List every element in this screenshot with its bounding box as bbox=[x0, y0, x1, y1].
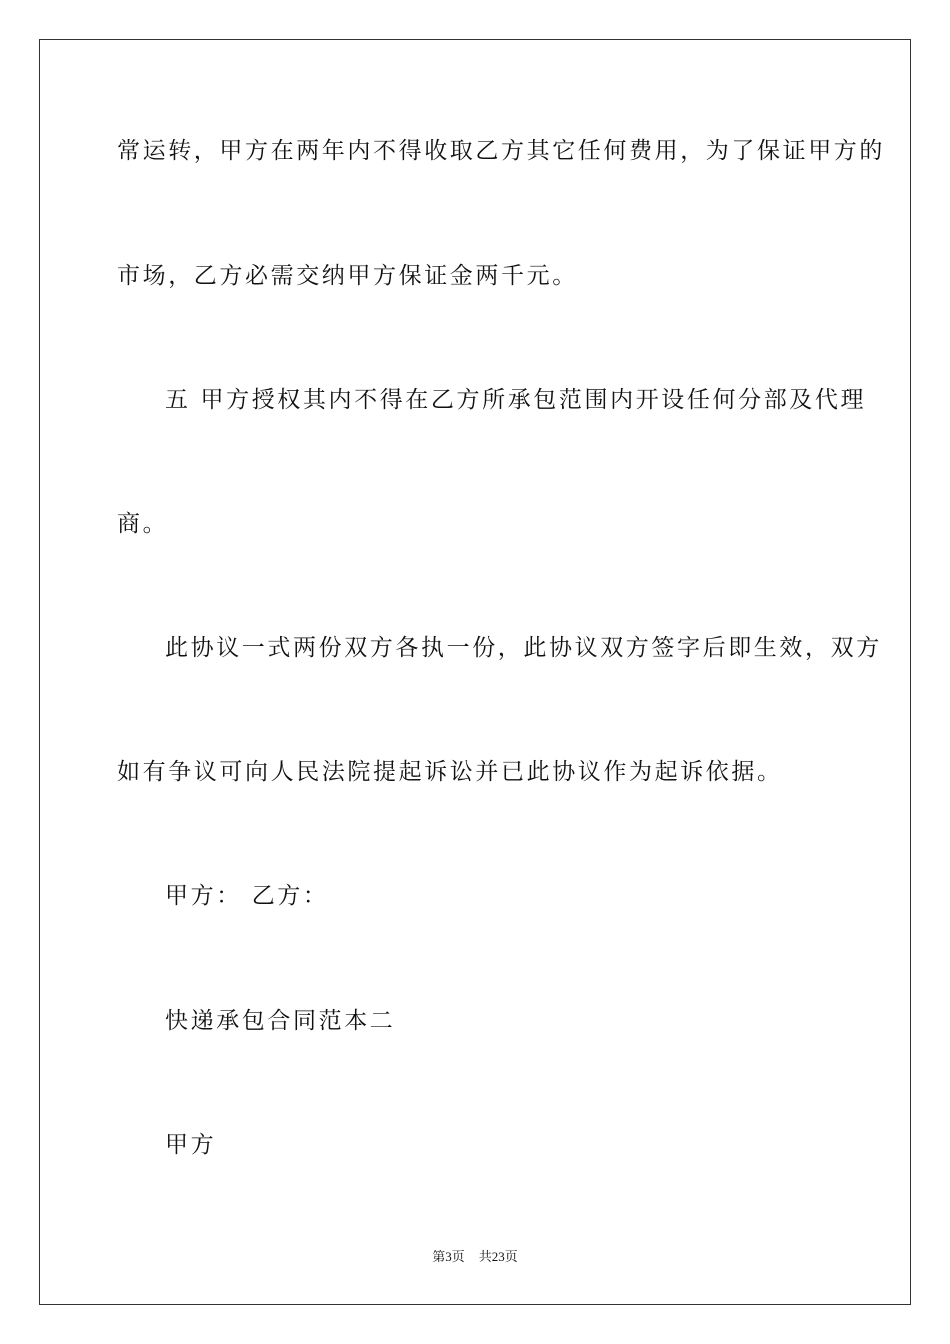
page-frame bbox=[39, 39, 911, 1305]
body-line-5: 此协议一式两份双方各执一份，此协议双方签字后即生效，双方 bbox=[165, 635, 882, 661]
body-line-6: 如有争议可向人民法院提起诉讼并已此协议作为起诉依据。 bbox=[117, 759, 783, 785]
party-a-label: 甲方 bbox=[165, 1132, 217, 1158]
section-heading: 快递承包合同范本二 bbox=[165, 1008, 396, 1034]
signature-line: 甲方： 乙方： bbox=[165, 883, 329, 909]
page-total: 共23页 bbox=[478, 1249, 518, 1264]
body-line-1: 常运转，甲方在两年内不得收取乙方其它任何费用，为了保证甲方的 bbox=[117, 138, 885, 164]
page-number: 第3页 bbox=[432, 1249, 465, 1264]
page-footer bbox=[0, 1248, 950, 1266]
body-line-2: 市场，乙方必需交纳甲方保证金两千元。 bbox=[117, 263, 578, 289]
body-line-3: 五 甲方授权其内不得在乙方所承包范围内开设任何分部及代理 bbox=[165, 387, 867, 413]
body-line-4: 商。 bbox=[117, 511, 169, 537]
